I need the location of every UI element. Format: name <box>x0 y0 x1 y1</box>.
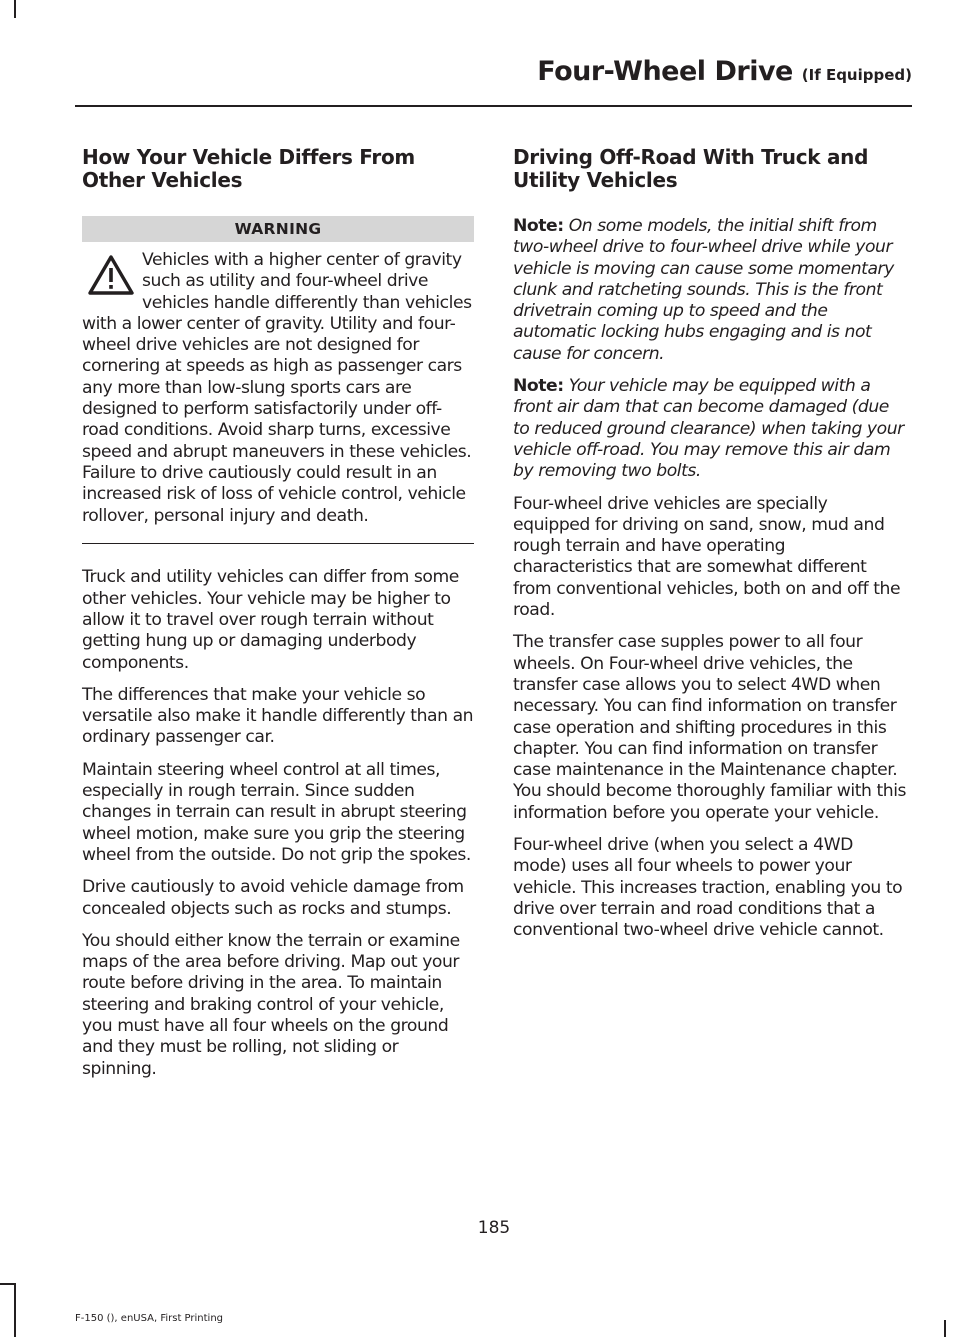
note-text: Your vehicle may be equipped with a front air dam that can become damaged (due to reduced ground clearance) when taking your vehicle off-road. You may remove this air dam by removing two bolts. <box>513 376 904 482</box>
left-column <box>82 146 474 1091</box>
paragraph: The transfer case supples power to all four wheels. On Four-wheel drive vehicles, the transfer case allows you to select 4WD when necessary. You can find information on transfer case operation and shifting procedures in this chapter. You can find information on transfer case maintenance in the Maintenance chapter. You should become thoroughly familiar with this information before you operate your vehicle. <box>513 632 907 823</box>
crop-mark-bottom-left <box>14 1283 16 1337</box>
note-text: On some models, the initial shift from two-wheel drive to four-wheel drive while your vehicle is moving can cause some momentary clunk and ratcheting sounds. This is the front drivetrain coming up to speed and the automatic locking hubs engaging and is not cause for concern. <box>513 216 894 364</box>
paragraph: Four-wheel drive (when you select a 4WD mode) uses all four wheels to power your vehicle. This increases traction, enabling you to drive over terrain and road conditions that a conventional two-wheel drive vehicle cannot. <box>513 835 903 941</box>
header-rule <box>75 105 912 107</box>
note-paragraph <box>513 216 908 365</box>
warning-triangle-icon <box>88 254 134 296</box>
warning-text: Vehicles with a higher center of gravity such as utility and four-wheel drive vehicles handle differently than vehicles with a lower center of gravity. Utility and four-wheel drive vehicles are not designed for cornering at speeds as high as passenger cars any more than low-slung sports cars are designed to perform satisfactorily under off-road conditions. Avoid sharp turns, excessive speed and abrupt maneuvers in these vehicles. Failure to drive cautiously could result in an increased risk of loss of vehicle control, vehicle rollover, personal injury and death. <box>82 250 472 526</box>
warning-rule <box>82 543 474 545</box>
section-heading-driving-off-road: Driving Off-Road With Truck and Utility Vehicles <box>513 145 869 192</box>
right-column <box>513 146 908 953</box>
paragraph: Maintain steering wheel control at all times, especially in rough terrain. Since sudden changes in terrain can result in abrupt steering wheel motion, make sure you grip the steering wheel from the outside. Do not grip the spokes. <box>82 759 471 865</box>
section-heading-vehicle-differs: How Your Vehicle Differs From Other Vehicles <box>82 145 415 192</box>
page-number: 185 <box>477 1218 511 1238</box>
warning-body <box>82 250 474 527</box>
crop-mark-bottom-right <box>944 1320 946 1337</box>
header-title-text: Four-Wheel Drive <box>537 56 793 87</box>
crop-mark-left-rule <box>0 1283 16 1285</box>
footer-text: F-150 (), enUSA, First Printing <box>75 1313 224 1324</box>
paragraph: The differences that make your vehicle so versatile also make it handle differently than an ordinary passenger car. <box>82 684 474 748</box>
crop-mark-top-left <box>14 0 16 18</box>
paragraph: Truck and utility vehicles can differ from some other vehicles. Your vehicle may be higher to allow it to travel over rough terrain without getting hung up or damaging underbody components. <box>82 567 459 673</box>
warning-label: WARNING <box>82 216 474 242</box>
warning-box <box>82 216 474 544</box>
header-subtitle: (If Equipped) <box>801 66 912 84</box>
paragraph: Drive cautiously to avoid vehicle damage from concealed objects such as rocks and stumps. <box>82 877 464 919</box>
paragraph: Four-wheel drive vehicles are specially equipped for driving on sand, snow, mud and rough terrain and have operating characteristics that are somewhat different from conventional vehicles, both on and off the road. <box>513 493 901 621</box>
note-label: Note: <box>513 216 564 236</box>
page-header-title <box>537 56 912 87</box>
paragraph: You should either know the terrain or examine maps of the area before driving. Map out your route before driving in the area. To maintain steering and braking control of your vehicle, you must have all four wheels on the ground and they must be rolling, not sliding or spinning. <box>82 930 460 1079</box>
note-label: Note: <box>513 376 564 397</box>
note-paragraph <box>513 376 908 482</box>
